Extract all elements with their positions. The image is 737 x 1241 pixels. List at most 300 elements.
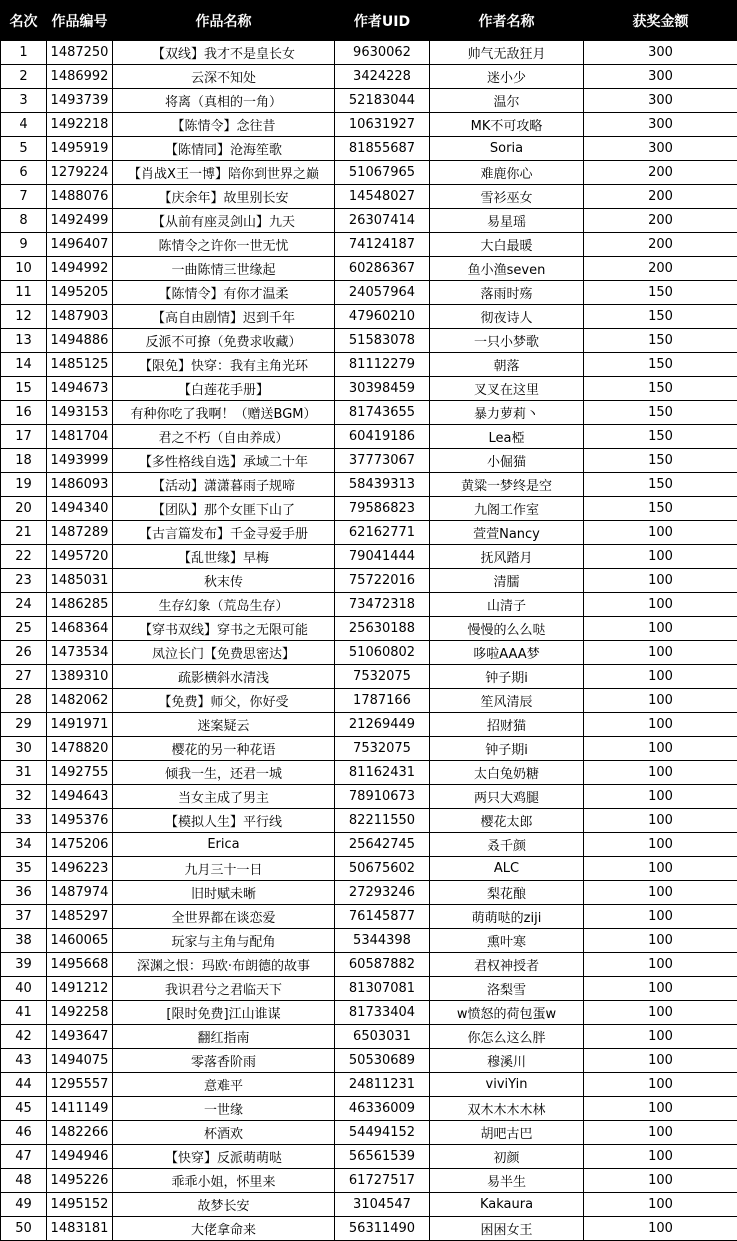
table-row [1,401,737,425]
title-cell: 一曲陈情三世缘起 [113,257,335,281]
rank-cell: 49 [1,1193,47,1217]
work-id-cell: 1495152 [47,1193,113,1217]
prize-cell: 100 [584,761,737,785]
rank-cell: 27 [1,665,47,689]
prize-cell: 200 [584,185,737,209]
table-row [1,209,737,233]
rank-cell: 11 [1,281,47,305]
table-row [1,689,737,713]
author-name-cell: 小倔猫 [430,449,584,473]
author-name-cell: 梨花酿 [430,881,584,905]
prize-cell: 150 [584,473,737,497]
rank-cell: 8 [1,209,47,233]
prize-cell: 150 [584,305,737,329]
work-id-cell: 1481704 [47,425,113,449]
rank-cell: 41 [1,1001,47,1025]
author-name-cell: Lea椏 [430,425,584,449]
author-uid-cell: 75722016 [335,569,430,593]
table-row [1,1169,737,1193]
work-id-cell: 1492499 [47,209,113,233]
work-id-cell: 1495376 [47,809,113,833]
author-uid-cell: 1787166 [335,689,430,713]
work-id-cell: 1485125 [47,353,113,377]
title-cell: 疏影横斜水清浅 [113,665,335,689]
author-name-cell: 难鹿你心 [430,161,584,185]
prize-cell: 100 [584,809,737,833]
prize-cell: 100 [584,1073,737,1097]
work-id-cell: 1486093 [47,473,113,497]
work-id-cell: 1482266 [47,1121,113,1145]
table-row [1,1145,737,1169]
prize-cell: 100 [584,1169,737,1193]
work-id-cell: 1493739 [47,89,113,113]
work-id-cell: 1494992 [47,257,113,281]
rank-cell: 5 [1,137,47,161]
author-uid-cell: 62162771 [335,521,430,545]
title-cell: 秋末传 [113,569,335,593]
author-uid-cell: 25630188 [335,617,430,641]
author-uid-cell: 5344398 [335,929,430,953]
author-uid-cell: 61727517 [335,1169,430,1193]
table-row [1,473,737,497]
title-cell: 云深不知处 [113,65,335,89]
prize-cell: 200 [584,209,737,233]
table-row [1,617,737,641]
author-uid-cell: 3104547 [335,1193,430,1217]
work-id-cell: 1486285 [47,593,113,617]
table-row [1,425,737,449]
title-cell: Erica [113,833,335,857]
author-name-cell: 樱花太郎 [430,809,584,833]
rank-cell: 44 [1,1073,47,1097]
title-cell: 旧时赋未晰 [113,881,335,905]
work-id-cell: 1495668 [47,953,113,977]
rank-cell: 48 [1,1169,47,1193]
author-name-cell: 暴力萝莉丶 [430,401,584,425]
title-cell: 反派不可撩（免费求收藏） [113,329,335,353]
rank-cell: 29 [1,713,47,737]
table-row [1,545,737,569]
author-name-cell: 抚风踏月 [430,545,584,569]
work-id-cell: 1495919 [47,137,113,161]
prize-cell: 100 [584,905,737,929]
author-uid-cell: 10631927 [335,113,430,137]
work-id-cell: 1491212 [47,977,113,1001]
table-row [1,329,737,353]
author-name-cell: 两只大鸡腿 [430,785,584,809]
author-uid-cell: 79041444 [335,545,430,569]
title-cell: 【庆余年】故里别长安 [113,185,335,209]
table-row [1,161,737,185]
title-cell: 【限免】快穿：我有主角光环 [113,353,335,377]
prize-cell: 100 [584,569,737,593]
table-row [1,737,737,761]
title-cell: 【陈情令】有你才温柔 [113,281,335,305]
author-name-cell: 钟子期i [430,665,584,689]
author-uid-cell: 9630062 [335,41,430,65]
rank-cell: 14 [1,353,47,377]
author-uid-cell: 74124187 [335,233,430,257]
rank-cell: 35 [1,857,47,881]
author-name-cell: 太白兔奶糖 [430,761,584,785]
work-id-cell: 1494075 [47,1049,113,1073]
author-name-cell: 慢慢的么么哒 [430,617,584,641]
work-id-cell: 1279224 [47,161,113,185]
work-id-cell: 1493153 [47,401,113,425]
author-uid-cell: 79586823 [335,497,430,521]
author-name-cell: 双木木木木林 [430,1097,584,1121]
work-id-cell: 1483181 [47,1217,113,1241]
title-cell: 【白莲花手册】 [113,377,335,401]
author-uid-cell: 78910673 [335,785,430,809]
rank-cell: 39 [1,953,47,977]
prize-cell: 100 [584,617,737,641]
title-cell: 当女主成了男主 [113,785,335,809]
author-uid-cell: 81162431 [335,761,430,785]
header-rank: 名次 [1,1,47,41]
rank-cell: 50 [1,1217,47,1241]
rank-cell: 3 [1,89,47,113]
rank-cell: 22 [1,545,47,569]
author-name-cell: 易星瑶 [430,209,584,233]
author-name-cell: Kakaura [430,1193,584,1217]
rank-cell: 18 [1,449,47,473]
title-cell: 全世界都在谈恋爱 [113,905,335,929]
author-name-cell: 黄粱一梦终是空 [430,473,584,497]
prize-cell: 300 [584,113,737,137]
author-name-cell: 钟子期i [430,737,584,761]
rank-cell: 10 [1,257,47,281]
prize-cell: 100 [584,521,737,545]
title-cell: 迷案疑云 [113,713,335,737]
prize-cell: 300 [584,65,737,89]
author-name-cell: 清臑 [430,569,584,593]
table-row [1,641,737,665]
author-name-cell: 笙风清辰 [430,689,584,713]
author-uid-cell: 56311490 [335,1217,430,1241]
prize-cell: 150 [584,353,737,377]
author-uid-cell: 50530689 [335,1049,430,1073]
rank-cell: 1 [1,41,47,65]
title-cell: 【活动】潇潇暮雨子规啼 [113,473,335,497]
prize-cell: 100 [584,593,737,617]
work-id-cell: 1492258 [47,1001,113,1025]
author-name-cell: 招财猫 [430,713,584,737]
rank-cell: 32 [1,785,47,809]
author-name-cell: 雪衫巫女 [430,185,584,209]
prize-cell: 100 [584,833,737,857]
prize-cell: 100 [584,545,737,569]
author-uid-cell: 81112279 [335,353,430,377]
table-row [1,713,737,737]
rank-cell: 34 [1,833,47,857]
work-id-cell: 1491971 [47,713,113,737]
author-uid-cell: 25642745 [335,833,430,857]
title-cell: 【陈情令】念往昔 [113,113,335,137]
rank-cell: 42 [1,1025,47,1049]
title-cell: 倾我一生，还君一城 [113,761,335,785]
table-row [1,953,737,977]
work-id-cell: 1487903 [47,305,113,329]
author-uid-cell: 54494152 [335,1121,430,1145]
work-id-cell: 1493647 [47,1025,113,1049]
title-cell: 翻红指南 [113,1025,335,1049]
table-row [1,41,737,65]
rank-cell: 23 [1,569,47,593]
title-cell: 【穿书双线】穿书之无限可能 [113,617,335,641]
table-row [1,185,737,209]
title-cell: 我识君兮之君临天下 [113,977,335,1001]
table-row [1,89,737,113]
table-row [1,1097,737,1121]
work-id-cell: 1468364 [47,617,113,641]
rank-cell: 6 [1,161,47,185]
author-uid-cell: 3424228 [335,65,430,89]
header-work-id: 作品编号 [47,1,113,41]
prize-cell: 150 [584,401,737,425]
rank-cell: 24 [1,593,47,617]
table-row [1,281,737,305]
title-cell: 凤泣长门【免费思密达】 [113,641,335,665]
work-id-cell: 1495205 [47,281,113,305]
rank-cell: 43 [1,1049,47,1073]
table-row [1,1217,737,1241]
rank-cell: 47 [1,1145,47,1169]
rank-cell: 2 [1,65,47,89]
author-uid-cell: 21269449 [335,713,430,737]
prize-cell: 100 [584,689,737,713]
title-cell: 【乱世缘】早梅 [113,545,335,569]
author-name-cell: 哆啦AAA梦 [430,641,584,665]
author-name-cell: 山清子 [430,593,584,617]
prize-cell: 100 [584,857,737,881]
title-cell: 乖乖小姐，怀里来 [113,1169,335,1193]
work-id-cell: 1494946 [47,1145,113,1169]
table-row [1,1049,737,1073]
prize-cell: 100 [584,1121,737,1145]
title-cell: 零落香阶雨 [113,1049,335,1073]
author-name-cell: 萱萱Nancy [430,521,584,545]
title-cell: 【古言篇发布】千金寻爱手册 [113,521,335,545]
table-row [1,761,737,785]
header-row [1,1,737,41]
author-name-cell: 胡吧古巴 [430,1121,584,1145]
rank-cell: 13 [1,329,47,353]
title-cell: 【从前有座灵剑山】九天 [113,209,335,233]
author-name-cell: 温尔 [430,89,584,113]
title-cell: 陈情令之许你一世无忧 [113,233,335,257]
title-cell: [限时免费]江山谁谋 [113,1001,335,1025]
title-cell: 【免费】师父，你好受 [113,689,335,713]
table-row [1,977,737,1001]
work-id-cell: 1495720 [47,545,113,569]
prize-cell: 100 [584,1001,737,1025]
rank-cell: 17 [1,425,47,449]
table-row [1,1001,737,1025]
title-cell: 君之不朽（自由养成） [113,425,335,449]
author-name-cell: viviYin [430,1073,584,1097]
prize-cell: 100 [584,737,737,761]
title-cell: 樱花的另一种花语 [113,737,335,761]
table-row [1,881,737,905]
work-id-cell: 1496223 [47,857,113,881]
table-row [1,377,737,401]
title-cell: 大佬拿命来 [113,1217,335,1241]
table-row [1,65,737,89]
prize-cell: 300 [584,137,737,161]
author-uid-cell: 37773067 [335,449,430,473]
title-cell: 意难平 [113,1073,335,1097]
prize-cell: 100 [584,1217,737,1241]
work-id-cell: 1389310 [47,665,113,689]
work-id-cell: 1494340 [47,497,113,521]
title-cell: 故梦长安 [113,1193,335,1217]
table-row [1,113,737,137]
author-name-cell: 困困女王 [430,1217,584,1241]
author-uid-cell: 73472318 [335,593,430,617]
rank-cell: 20 [1,497,47,521]
work-id-cell: 1295557 [47,1073,113,1097]
table-row [1,665,737,689]
rank-cell: 21 [1,521,47,545]
prize-cell: 300 [584,41,737,65]
table-row [1,1025,737,1049]
work-id-cell: 1486992 [47,65,113,89]
table-row [1,785,737,809]
author-name-cell: 帅气无敌狂月 [430,41,584,65]
work-id-cell: 1487250 [47,41,113,65]
prize-cell: 200 [584,161,737,185]
title-cell: 【高自由剧情】迟到千年 [113,305,335,329]
prize-cell: 150 [584,329,737,353]
author-name-cell: 叉叉在这里 [430,377,584,401]
work-id-cell: 1487289 [47,521,113,545]
author-name-cell: Soria [430,137,584,161]
author-name-cell: w愤怒的荷包蛋w [430,1001,584,1025]
author-name-cell: 君权神授者 [430,953,584,977]
title-cell: 【肖战X王一博】陪你到世界之巅 [113,161,335,185]
author-uid-cell: 24811231 [335,1073,430,1097]
work-id-cell: 1492755 [47,761,113,785]
author-name-cell: ALC [430,857,584,881]
author-name-cell: 叒千颜 [430,833,584,857]
title-cell: 【陈情同】沧海笙歌 [113,137,335,161]
table-row [1,521,737,545]
header-author-name: 作者名称 [430,1,584,41]
author-name-cell: 穆溪川 [430,1049,584,1073]
header-title: 作品名称 [113,1,335,41]
work-id-cell: 1493999 [47,449,113,473]
work-id-cell: 1488076 [47,185,113,209]
rank-cell: 9 [1,233,47,257]
author-name-cell: 萌萌哒的ziji [430,905,584,929]
author-name-cell: 初颜 [430,1145,584,1169]
author-uid-cell: 30398459 [335,377,430,401]
title-cell: 玩家与主角与配角 [113,929,335,953]
rank-cell: 4 [1,113,47,137]
work-id-cell: 1485031 [47,569,113,593]
prize-cell: 100 [584,977,737,1001]
title-cell: 生存幻象（荒岛生存） [113,593,335,617]
author-uid-cell: 56561539 [335,1145,430,1169]
rank-cell: 36 [1,881,47,905]
author-uid-cell: 7532075 [335,665,430,689]
work-id-cell: 1482062 [47,689,113,713]
table-row [1,857,737,881]
table-row [1,1073,737,1097]
prize-cell: 100 [584,713,737,737]
table-row [1,929,737,953]
prize-cell: 100 [584,881,737,905]
prize-cell: 150 [584,281,737,305]
table-row [1,905,737,929]
author-uid-cell: 51067965 [335,161,430,185]
author-uid-cell: 24057964 [335,281,430,305]
table-row [1,1121,737,1145]
rank-cell: 16 [1,401,47,425]
work-id-cell: 1496407 [47,233,113,257]
author-name-cell: 一只小梦歌 [430,329,584,353]
author-uid-cell: 46336009 [335,1097,430,1121]
author-uid-cell: 81743655 [335,401,430,425]
title-cell: 九月三十一日 [113,857,335,881]
prize-cell: 100 [584,665,737,689]
work-id-cell: 1473534 [47,641,113,665]
table-row [1,809,737,833]
author-name-cell: 你怎么这么胖 [430,1025,584,1049]
author-uid-cell: 81855687 [335,137,430,161]
work-id-cell: 1494886 [47,329,113,353]
author-uid-cell: 51060802 [335,641,430,665]
author-uid-cell: 60587882 [335,953,430,977]
header-author-uid: 作者UID [335,1,430,41]
rank-cell: 31 [1,761,47,785]
rank-cell: 46 [1,1121,47,1145]
author-uid-cell: 52183044 [335,89,430,113]
author-name-cell: 鱼小渔seven [430,257,584,281]
author-name-cell: 洛梨雪 [430,977,584,1001]
work-id-cell: 1411149 [47,1097,113,1121]
table-row [1,257,737,281]
author-uid-cell: 27293246 [335,881,430,905]
work-id-cell: 1487974 [47,881,113,905]
author-uid-cell: 6503031 [335,1025,430,1049]
title-cell: 【模拟人生】平行线 [113,809,335,833]
author-uid-cell: 76145877 [335,905,430,929]
author-name-cell: 朝落 [430,353,584,377]
author-uid-cell: 14548027 [335,185,430,209]
table-row [1,137,737,161]
title-cell: 杯酒欢 [113,1121,335,1145]
author-uid-cell: 26307414 [335,209,430,233]
author-name-cell: 大白最暖 [430,233,584,257]
author-name-cell: 熏叶寒 [430,929,584,953]
title-cell: 深渊之恨：玛欧·布朗德的故事 [113,953,335,977]
rank-cell: 28 [1,689,47,713]
work-id-cell: 1494643 [47,785,113,809]
rank-cell: 30 [1,737,47,761]
title-cell: 【多性格线自选】承域二十年 [113,449,335,473]
prize-cell: 100 [584,1049,737,1073]
prize-cell: 100 [584,1025,737,1049]
author-uid-cell: 47960210 [335,305,430,329]
author-uid-cell: 60419186 [335,425,430,449]
rank-cell: 26 [1,641,47,665]
prize-cell: 150 [584,377,737,401]
author-name-cell: 落雨时殇 [430,281,584,305]
prize-cell: 150 [584,449,737,473]
author-uid-cell: 7532075 [335,737,430,761]
